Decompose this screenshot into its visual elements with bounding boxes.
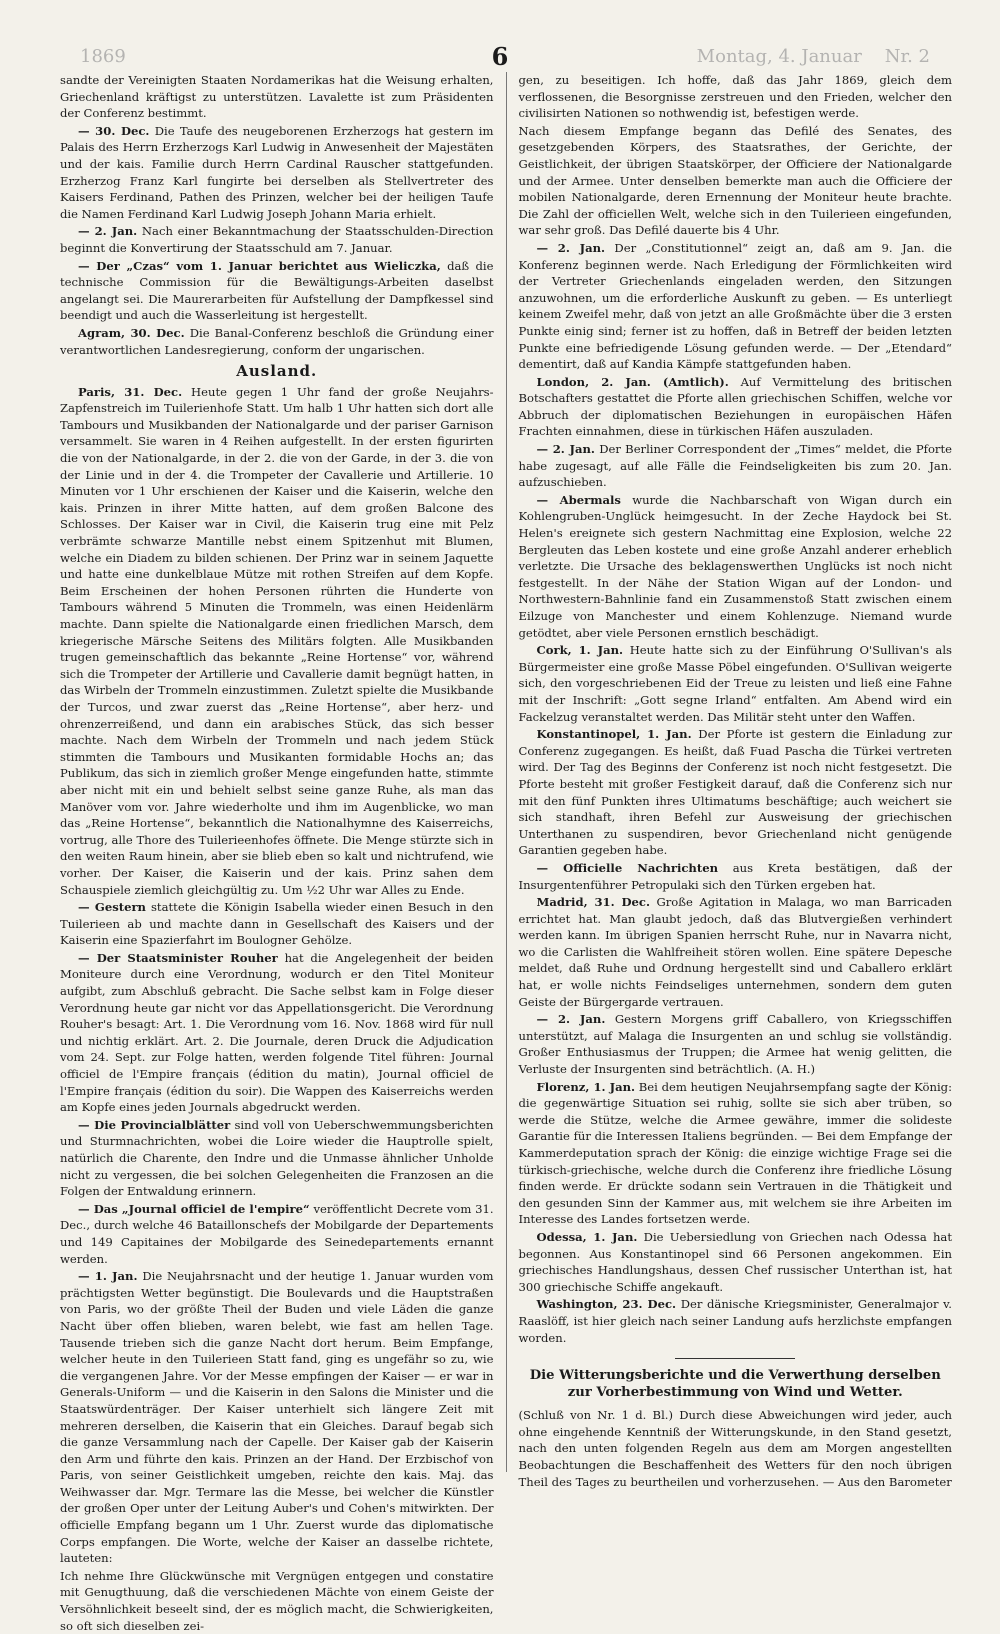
paragraph-text: wurde die Nachbarschaft von Wigan durch ein Kohlengruben-Unglück heimgesucht. In der Zeche Haydock bei St. Helen's ereignete sich gestern Nachmittag eine Explosion, welche 22 Bergleuten das Leben kostete und eine große Anzahl anderer erheblich verletzte. Die Ursache des beklagenswerthen Unglücks ist noch nicht festgestellt. In der Nähe der Station Wigan auf der London- und Northwestern-Bahnlinie fand ein Zusammenstoß Statt zwischen einem Eilzuge von Manchester und einem Kohlenzuge. Niemand wurde getödtet, aber viele Personen ernstlich beschädigt. bbox=[518, 492, 952, 640]
paragraph-text: Nach einer Bekanntmachung der Staatsschulden-Direction beginnt die Konvertirung der Staatsschuld am 7. Januar. bbox=[60, 224, 494, 255]
paragraph-text: Die Neujahrsnacht und der heutige 1. Januar wurden vom prächtigsten Wetter begünstigt. Die Boulevards und die Hauptstraßen von Paris, wo der größte Theil der Buden und viele Läden die ganze Nacht über offen blieben, waren belebt, wie fast am hellen Tage. Tausende trieben sich die ganze Nacht dort herum. Beim Empfange, welcher heute in den Tuilerieen Statt fand, ging es ungefähr so zu, wie die vergangenen Jahre. Vor der Messe empfingen der Kaiser — er war in Generals-Uniform — und die Kaiserin in den Salons die Minister und die Staatswürdenträger. Der Kaiser unterhielt sich längere Zeit mit mehreren derselben, die Kaiserin that ein Gleiches. Darauf begab sich die ganze Versammlung nach der Capelle. Der Kaiser gab der Kaiserin den Arm und führte den kais. Prinzen an der Hand. Der Erzbischof von Paris, von seiner Geistlichkeit umgeben, reichte den kais. Maj. das Weihwasser dar. Mgr. Termare las die Messe, bei welcher die Künstler der großen Oper unter der Leitung Auber's und Cohen's mitwirkten. Der officielle Empfang begann um 1 Uhr. Zuerst wurde das diplomatische Corps empfangen. Die Worte, welche der Kaiser an dasselbe richtete, lauteten: bbox=[60, 1269, 494, 1566]
news-paragraph bbox=[519, 1407, 953, 1490]
left-column bbox=[60, 72, 494, 1633]
page-header bbox=[60, 40, 940, 70]
news-paragraph bbox=[519, 1011, 953, 1077]
paragraph-text: sind voll von Ueberschwemmungsberichten und Sturmnachrichten, wobei die Loire wieder die Hauptrolle spielt, natürlich die Charente, den Indre und die Unmasse ähnlicher Unholde nicht zu vergessen, die bei solchen Gelegenheiten die Franzosen an die Folgen der Entwaldung erinnern. bbox=[60, 1117, 494, 1199]
weather-article-title: Die Witterungsberichte und die Verwerthung derselben zur Vorherbestimmung von Wind und Wetter. bbox=[529, 1368, 941, 1401]
news-paragraph bbox=[519, 492, 953, 641]
dateline: — Die Provincialblätter bbox=[78, 1117, 231, 1132]
news-paragraph bbox=[519, 1229, 953, 1295]
paragraph-text: gen, zu beseitigen. Ich hoffe, daß das Jahr 1869, gleich dem verflossenen, die Besorgnisse zerstreuen und den Frieden, welcher den civilisirten Nationen so nothwendig ist, befestigen werde. bbox=[518, 73, 952, 121]
paragraph-text: Der „Constitutionnel“ zeigt an, daß am 9. Jan. die Konferenz beginnen werde. Nach Erledigung der Förmlichkeiten wird der Vertreter Griechenlands eingeladen werden, den Sitzungen anzuwohnen, um die erforderliche Auskunft zu geben. — Es unterliegt keinem Zweifel mehr, daß von jetzt an alle Großmächte über die 3 ersten Punkte einig sind; ferner ist zu hoffen, daß in Betreff der beiden letzten Punkte eine befriedigende Lösung gefunden werde. — Der „Etendard“ dementirt, daß auf Kandia Kämpfe stattgefunden haben. bbox=[518, 240, 953, 372]
dateline: London, 2. Jan. (Amtlich). bbox=[536, 374, 729, 389]
news-paragraph bbox=[519, 894, 953, 1010]
dateline: — Der Staatsminister Rouher bbox=[78, 950, 278, 965]
paragraph-text: Die Uebersiedlung von Griechen nach Odessa hat begonnen. Aus Konstantinopel sind 66 Personen angekommen. Ein griechisches Handlungshaus, dessen Chef russischer Unterthan ist, hat 300 griechische Schiffe angekauft. bbox=[518, 1229, 952, 1294]
paragraph-text: veröffentlicht Decrete vom 31. Dec., durch welche 46 Bataillonschefs der Mobilgarde der Departements und 149 Capitaines der Mobilgarde des Seinedepartements ernannt werden. bbox=[60, 1201, 494, 1266]
news-paragraph bbox=[60, 1201, 494, 1267]
dateline: — Officielle Nachrichten bbox=[536, 860, 719, 875]
news-paragraph bbox=[519, 441, 953, 491]
dateline: Konstantinopel, 1. Jan. bbox=[536, 727, 692, 742]
dateline: — 1. Jan. bbox=[78, 1269, 138, 1284]
paragraph-text: Heute hatte sich zu der Einführung O'Sullivan's als Bürgermeister eine große Masse Pöbel eingefunden. O'Sullivan weigerte sich, den vorgeschriebenen Eid der Treue zu leisten und ließ eine Fahne mit der Inschrift: „Gott segne Irland“ entfalten. Am Abend wird ein Fackelzug veranstaltet werden. Das Militär steht unter den Waffen. bbox=[518, 643, 952, 724]
paragraph-text: Große Agitation in Malaga, wo man Barricaden errichtet hat. Man glaubt jedoch, daß das Blutvergießen verhindert werden kann. Im übrigen Spanien herrscht Ruhe, nur in Navarra nicht, wo die Carlisten die Wahlfreiheit stören wollen. Eine spätere Depesche meldet, daß Ruhe und Ordnung hergestellt sind und Caballero erklärt hat, er wolle nichts Feindseliges unternehmen, sondern dem guten Geiste der Bürgergarde vertrauen. bbox=[518, 895, 952, 1009]
section-heading-ausland: Ausland. bbox=[236, 362, 318, 381]
paragraph-text: Der Pforte ist gestern die Einladung zur Conferenz zugegangen. Es heißt, daß Fuad Pascha die Türkei vertreten wird. Der Tag des Beginns der Conferenz ist noch nicht festgesetzt. Die Pforte besteht mit großer Festigkeit darauf, daß die Conferenz sich nur mit den fünf Punkten ihres Ultimatums beschäftige; auch weichert sie sich standhaft, ihren Befehl zur Ausweisung der griechischen Unterthanen zu suspendiren, bevor Griechenland nicht genügende Garantien gegeben habe. bbox=[518, 727, 953, 858]
news-paragraph bbox=[60, 1117, 494, 1200]
paragraph-text: sandte der Vereinigten Staaten Nordamerikas hat die Weisung erhalten, Griechenland kräftigst zu unterstützen. Lavalette ist zum Präsidenten der Conferenz bestimmt. bbox=[60, 73, 494, 121]
paragraph-text: Heute gegen 1 Uhr fand der große Neujahrs-Zapfenstreich im Tuilerienhofe Statt. Um halb 1 Uhr hatten sich dort alle Tambours und Musikbanden der Nationalgarde und der pariser Garnison versammelt. Sie waren in 4 Reihen aufgestellt. In der ersten figurirten die von der Nationalgarde, in der 2. die von der Garde, in der 3. die von der Linie und in der 4. die Trompeter der Cavallerie und Artillerie. 10 Minuten vor 1 Uhr erschienen der Kaiser und die Kaiserin, welche den kais. Prinzen in ihrer Mitte hatten, auf dem großen Balcone des Schlosses. Der Kaiser war in Civil, die Kaiserin trug eine mit Pelz verbrämte schwarze Mantille nebst einem Spitzenhut mit Blumen, welche ein Diadem zu bilden schienen. Der Prinz war in seinem Jaquette und hatte eine dunkelblaue Mütze mit rothen Streifen auf dem Kopfe. Beim Erscheinen der hohen Personen rührten die Hunderte von Tambours während 5 Minuten die Trommeln, was einen Heidenlärm machte. Dann spielte die Nationalgarde einen friedlichen Marsch, dem kriegerische Märsche Seitens des Militärs folgten. Alle Musikbanden trugen gemeinschaftlich das bekannte „Reine Hortense“ vor, während sich die Trompeter der Artillerie und Cavallerie damit begnügt hatten, in das Wirbeln der Trommeln einzustimmen. Zuletzt spielte die Musikbande der Turcos, und zwar zuerst das „Reine Hortense“, aber herz- und ohrenzerreißend, und dann ein arabisches Stück, das sich besser machte. Nach dem Wirbeln der Trommeln und nach jedem Stück stimmten die Tambours und Musikanten formidable Hochs an; das Publikum, das sich in ziemlich großer Menge eingefunden hatte, stimmte aber nicht mit ein und behielt selbst seine ganze Ruhe, als man das Manöver vom vor. Jahre wiederholte und ihm im Augenblicke, wo man das „Reine Hortense“, bekanntlich die Nationalhymne des Kaiserreichs, vortrug, alle Thore des Tuilerieenhofes öffnete. Die Menge stürzte sich in den weiten Raum hinein, aber sie blieb eben so kalt und nichtrufend, wie vorher. Der Kaiser, die Kaiserin und der kais. Prinz sahen dem Schauspiele ziemlich gleichgültig zu. Um ½2 Uhr war Alles zu Ende. bbox=[60, 384, 494, 897]
weather-article-body bbox=[519, 1407, 953, 1490]
news-paragraph bbox=[60, 384, 494, 898]
dateline: Madrid, 31. Dec. bbox=[536, 895, 650, 910]
column-divider bbox=[506, 72, 507, 1472]
news-paragraph bbox=[60, 1568, 494, 1634]
news-paragraph bbox=[519, 1079, 953, 1228]
paragraph-text: stattete die Königin Isabella wieder einen Besuch in den Tuilerieen ab und machte dann in Gesellschaft des Kaisers und der Kaiserin eine Spazierfahrt im Boulogner Gehölze. bbox=[60, 900, 494, 948]
news-paragraph bbox=[519, 240, 953, 373]
dateline: — 30. Dec. bbox=[78, 123, 150, 138]
header-date: Montag, 4. Januar bbox=[696, 46, 862, 67]
dateline: Florenz, 1. Jan. bbox=[536, 1079, 636, 1094]
page-number: 6 bbox=[491, 42, 509, 71]
news-paragraph bbox=[519, 1296, 953, 1346]
foreign-news-block bbox=[60, 384, 494, 1634]
dateline: — Das „Journal officiel de l'empire“ bbox=[78, 1201, 310, 1216]
header-year: 1869 bbox=[80, 46, 126, 67]
dateline: — Der „Czas“ vom 1. Januar berichtet aus Wieliczka, bbox=[78, 258, 441, 273]
dateline: Odessa, 1. Jan. bbox=[536, 1229, 638, 1244]
right-column bbox=[518, 72, 953, 1489]
paragraph-text: hat die Angelegenheit der beiden Moniteure durch eine Verordnung, wodurch er den Titel Moniteur aufgibt, zum Abschluß gebracht. Die Sache selbst kam in Folge dieser Verordnung heute gar nicht vor das Appellationsgericht. Die Verordnung Rouher's besagt: Art. 1. Die Verordnung vom 16. Nov. 1868 wird für null und nichtig erklärt. Art. 2. Die Journale, deren Druck die Adjudication vom 24. Sept. zur Folge hatten, werden folgende Titel führen: Journal officiel de l'Empire français (édition du matin), Journal officiel de l'Empire français (édition du soir). Die Wappen des Kaiserreichs werden am Kopfe eines jeden Journals abgedruckt werden. bbox=[60, 950, 494, 1115]
paragraph-text: Auf Vermittelung des britischen Botschafters gestattet die Pforte allen griechischen Schiffen, welche vor Abbruch der diplomatischen Beziehungen in europäischen Häfen Frachten einnahmen, diese in türkischen Häfen auszuladen. bbox=[518, 374, 953, 439]
dateline: — 2. Jan. bbox=[536, 442, 595, 457]
paragraph-text: daß die technische Commission für die Bewältigungs-Arbeiten daselbst angelangt sei. Die Maurerarbeiten für Aufstellung der Dampfkessel sind beendigt und auch die Wasserleitung ist hergestellt. bbox=[60, 258, 494, 323]
dateline: Agram, 30. Dec. bbox=[78, 325, 185, 340]
news-paragraph bbox=[60, 325, 494, 358]
dateline: Cork, 1. Jan. bbox=[536, 643, 624, 658]
dateline: — 2. Jan. bbox=[536, 1012, 606, 1027]
news-paragraph bbox=[60, 123, 494, 223]
news-paragraph bbox=[519, 860, 953, 893]
news-paragraph bbox=[60, 950, 494, 1116]
news-paragraph bbox=[519, 726, 953, 859]
dateline: Paris, 31. Dec. bbox=[78, 384, 183, 399]
paragraph-text: Die Taufe des neugeborenen Erzherzogs hat gestern im Palais des Herrn Erzherzogs Karl Ludwig in Anwesenheit der Majestäten und der kais. Familie durch Herrn Cardinal Rauscher stattgefunden. Erzherzog Franz Karl fungirte bei derselben als Stellvertreter des Kaisers Ferdinand, Pathen des Prinzen, welcher bei der heiligen Taufe die Namen Ferdinand Karl Ludwig Joseph Johann Maria erhielt. bbox=[60, 123, 494, 221]
news-paragraph bbox=[60, 1268, 494, 1567]
news-paragraph bbox=[519, 72, 953, 122]
news-paragraph bbox=[60, 223, 494, 256]
paragraph-text: Der dänische Kriegsminister, Generalmajor v. Raaslöff, ist hier gleich nach seiner Landung aufs herzlichste empfangen worden. bbox=[518, 1297, 952, 1345]
news-paragraph bbox=[60, 72, 494, 122]
news-paragraph bbox=[519, 642, 953, 725]
paragraph-text: Der Berliner Correspondent der „Times“ meldet, die Pforte habe zugesagt, auf alle Fälle die Feindseligkeiten bis zum 20. Jan. aufzuschieben. bbox=[518, 442, 952, 490]
paragraph-text: Die Banal-Conferenz beschloß die Gründung einer verantwortlichen Landesregierung, conform der ungarischen. bbox=[60, 325, 494, 357]
header-issue bbox=[697, 46, 930, 67]
dateline: — Gestern bbox=[78, 900, 146, 915]
paragraph-text: Bei dem heutigen Neujahrsempfang sagte der König: die gegenwärtige Situation sei ruhig, sollte sie sich aber trüben, so werde die Stütze, welche die Armee gewähre, immer die solideste Garantie für die Interessen Italiens begründen. — Bei dem Empfange der Kammerdeputation sprach der König: die einzige wichtige Frage sei die türkisch-griechische, welche durch die Conferenz ihre friedliche Lösung finden werde. Er drückte sodann sein Vertrauen in die Thätigkeit und den gesunden Sinn der Kammer aus, mit welchem sie ihre Arbeiten im Interesse des Landes fortsetzen werde. bbox=[518, 1079, 953, 1227]
paragraph-text: aus Kreta bestätigen, daß der Insurgentenführer Petropulaki sich den Türken ergeben hat. bbox=[518, 860, 952, 892]
news-paragraph bbox=[60, 258, 494, 324]
text-columns bbox=[60, 72, 953, 1633]
article-separator-rule bbox=[675, 1358, 795, 1359]
paragraph-text: Ich nehme Ihre Glückwünsche mit Vergnügen entgegen und constatire mit Genugthuung, daß die verschiedenen Mächte von einem Geiste der Versöhnlichkeit beseelt sind, der es möglich macht, die Schwierigkeiten, so oft sich dieselben zei- bbox=[60, 1568, 494, 1633]
news-paragraph bbox=[519, 123, 953, 239]
paragraph-text: (Schluß von Nr. 1 d. Bl.) Durch diese Abweichungen wird jeder, auch ohne eingehende Kenntniß der Witterungskunde, in den Stand gesetzt, nach den unten folgenden Regeln aus dem am Morgen angestellten Beobachtungen die Beschaffenheit des Wetters für den noch übrigen Theil des Tages zu beurtheilen und vorherzusehen. — Aus den Barometer bbox=[518, 1408, 952, 1489]
dateline: — 2. Jan. bbox=[536, 240, 606, 255]
right-news-block bbox=[519, 72, 953, 1346]
left-news-block bbox=[60, 72, 494, 358]
dateline: — Abermals bbox=[536, 492, 621, 507]
dateline: — 2. Jan. bbox=[78, 224, 138, 239]
paragraph-text: Gestern Morgens griff Caballero, von Kriegsschiffen unterstützt, auf Malaga die Insurgenten an und schlug sie vollständig. Großer Enthusiasmus der Truppen; die Armee hat wenig gelitten, die Verluste der Insurgenten sind beträchtlich. (A. H.) bbox=[518, 1012, 952, 1077]
dateline: Washington, 23. Dec. bbox=[536, 1297, 677, 1312]
news-paragraph bbox=[60, 899, 494, 949]
news-paragraph bbox=[519, 374, 953, 440]
header-number: Nr. 2 bbox=[884, 46, 930, 67]
paragraph-text: Nach diesem Empfange begann das Defilé des Senates, des gesetzgebenden Körpers, des Staatsrathes, der Gerichte, der Geistlichkeit, der übrigen Staatskörper, der Officiere der Nationalgarde und der Armee. Unter denselben bemerkte man auch die Officiere der mobilen Nationalgarde, deren Ernennung der Moniteur heute brachte. Die Zahl der officiellen Welt, welche sich in den Tuilerieen eingefunden, war sehr groß. Das Defilé dauerte bis 4 Uhr. bbox=[518, 123, 952, 238]
